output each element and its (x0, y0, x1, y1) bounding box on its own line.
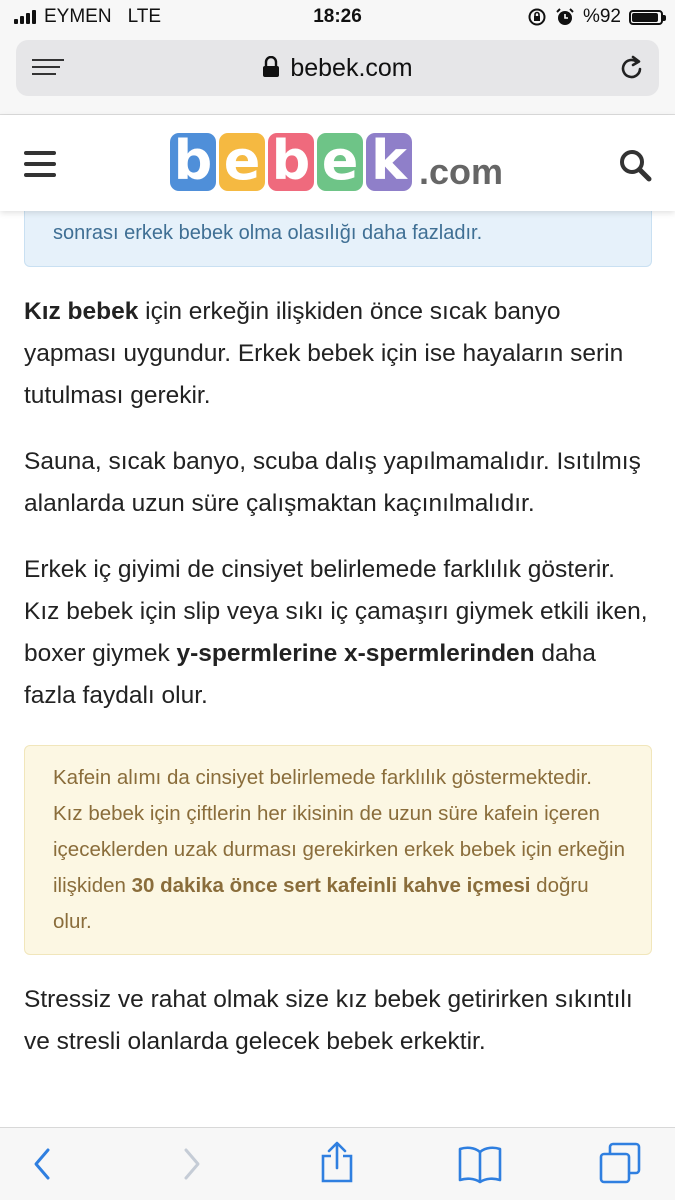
logo-letter: e (317, 133, 363, 191)
book-icon[interactable] (456, 1144, 504, 1184)
reload-icon[interactable] (619, 54, 645, 82)
tabs-icon[interactable] (598, 1142, 642, 1184)
paragraph-text: daha fazla faydalı olur. (24, 640, 596, 709)
logo-letter: b (170, 133, 216, 191)
browser-toolbar (0, 1127, 675, 1200)
article-paragraph: Sauna, sıcak banyo, scuba dalış yapılmamalıdır. Isıtılmış alanlarda uzun süre çalışmaktan kaçınılmalıdır. (24, 448, 641, 517)
search-icon[interactable] (617, 147, 653, 183)
site-logo[interactable] (170, 129, 504, 192)
paragraph-text: için erkeğin ilişkiden önce sıcak banyo yapması uygundur. Erkek bebek için ise hayaların serin tutulması gerekir. (24, 298, 624, 409)
chevron-left-icon[interactable] (30, 1146, 54, 1182)
article-content (24, 180, 652, 1063)
hamburger-menu-icon[interactable] (24, 151, 56, 177)
alarm-clock-icon (555, 7, 575, 27)
article-paragraph: Stressiz ve rahat olmak size kız bebek getirirken sıkıntılı ve stresli olanlarda gelecek bebek erkektir. (24, 986, 633, 1055)
address-text[interactable] (16, 54, 659, 83)
site-header (0, 115, 675, 211)
note-text: Kafein alımı da cinsiyet belirlemede farklılık göstermektedir. Kız bebek için çiftlerin her ikisinin de uzun süre kafein içeren içeceklerden uzak durması gerekirken erkek bebek için erkeğin ilişkiden (53, 766, 626, 897)
article-paragraph (24, 549, 652, 717)
paragraph-text: Erkek iç giyimi de cinsiyet belirlemede farklılık gösterir. Kız bebek için slip veya sıkı iç çamaşırı giymek etkili iken, boxer giymek (24, 556, 648, 667)
address-bar[interactable] (16, 40, 659, 96)
bold-text: Kız bebek (24, 298, 139, 325)
share-icon[interactable] (318, 1140, 356, 1184)
info-note-text: sonrası erkek bebek olma olasılığı daha fazladır. (53, 222, 483, 244)
url: bebek.com (290, 54, 413, 82)
info-note-yellow (24, 745, 652, 955)
bold-text: 30 dakika önce sert kafeinli kahve içmesi (131, 874, 531, 897)
status-bar (0, 0, 675, 34)
logo-letter: e (219, 133, 265, 191)
article-paragraph (24, 291, 652, 417)
carrier-name: EYMEN (44, 6, 112, 27)
battery-percent: %92 (582, 6, 621, 27)
logo-letter: k (366, 133, 412, 191)
rotation-lock-icon (527, 7, 547, 27)
bold-text: y-spermlerine x-spermlerinden (176, 640, 535, 667)
note-text: doğru olur. (53, 874, 589, 933)
browser-address-area (0, 34, 675, 115)
logo-letter: b (268, 133, 314, 191)
network-type: LTE (127, 6, 162, 27)
clock: 18:26 (313, 6, 362, 27)
battery-icon (629, 10, 663, 25)
chevron-right-icon[interactable] (180, 1146, 204, 1182)
lock-icon (262, 56, 280, 78)
logo-suffix: .com (419, 151, 504, 192)
status-icons (527, 6, 663, 28)
